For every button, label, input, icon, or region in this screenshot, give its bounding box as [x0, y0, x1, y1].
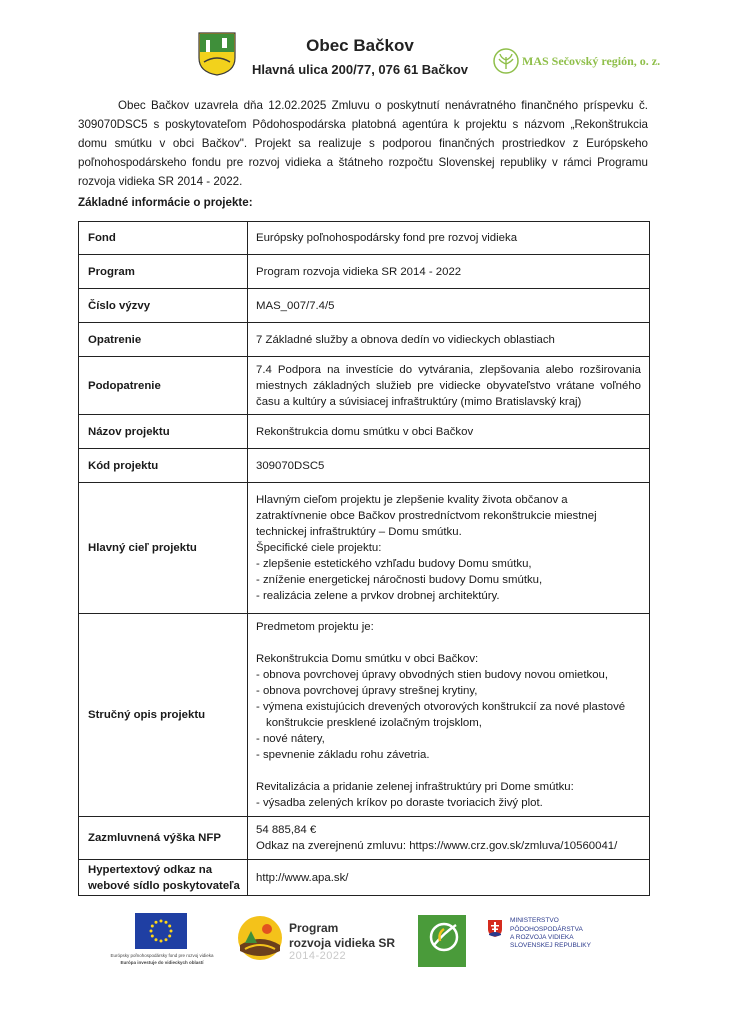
row-label: Fond	[79, 222, 248, 255]
row-value: MAS_007/7.4/5	[248, 289, 650, 323]
village-crest-icon	[198, 32, 236, 76]
row-value	[248, 483, 650, 614]
row-label: Podopatrenie	[79, 357, 248, 415]
list-item: - zníženie energetickej náročnosti budovy Domu smútku,	[256, 574, 543, 586]
table-row-ciel	[79, 483, 650, 614]
list-item: - realizácia zelene a prvkov drobnej architektúry.	[256, 590, 500, 602]
nfp-amount: 54 885,84 €	[256, 824, 317, 836]
contract-link[interactable]: Odkaz na zverejnenú zmluvu: https://www.crz.gov.sk/zmluva/10560041/	[256, 840, 618, 852]
project-info-table	[78, 221, 650, 896]
list-item: - obnova povrchovej úpravy obvodných stien budovy novou omietkou,	[256, 669, 609, 681]
main-goal: Hlavným cieľom projektu je zlepšenie kvality života občanov a zatraktívnenie obce Bačkov prostredníctvom rekonštrukcie miestnej technickej infraštruktúry – Domu smútku.	[256, 494, 597, 538]
section-title: Základné informácie o projekte:	[78, 196, 253, 209]
table-row-program	[79, 255, 650, 289]
table-row-kod	[79, 449, 650, 483]
list-item: - výsadba zelených kríkov po doraste tvoriacich živý plot.	[256, 797, 543, 809]
prv-title-line1: Program	[289, 921, 339, 935]
list-item: - obnova povrchovej úpravy strešnej krytiny,	[256, 685, 478, 697]
footer-logos	[0, 905, 745, 985]
leader-logo-icon	[418, 915, 466, 967]
row-value: 309070DSC5	[248, 449, 650, 483]
mas-name: MAS Sečovský región, o. z.	[522, 54, 661, 68]
provider-website-link[interactable]: http://www.apa.sk/	[248, 860, 650, 896]
prv-period: 2014-2022	[289, 950, 347, 962]
row-value: Program rozvoja vidieka SR 2014 - 2022	[248, 255, 650, 289]
table-row-nazov	[79, 415, 650, 449]
table-row-opis	[79, 614, 650, 817]
row-label: Zazmluvnená výška NFP	[79, 817, 248, 860]
ministry-line: PÔDOHOSPODÁRSTVA	[510, 926, 583, 933]
table-row-opatrenie	[79, 323, 650, 357]
row-value: 7 Základné služby a obnova dedín vo vidieckych oblastiach	[248, 323, 650, 357]
description-intro: Predmetom projektu je:	[256, 621, 374, 633]
letterhead	[0, 0, 745, 90]
slovak-coat-of-arms-icon	[487, 919, 503, 938]
eu-flag-icon	[135, 913, 187, 949]
ministry-line: A ROZVOJA VIDIEKA	[510, 934, 574, 941]
municipality-address: Hlavná ulica 200/77, 076 61 Bačkov	[251, 62, 469, 77]
row-value: 7.4 Podpora na investície do vytvárania, zlepšovania alebo rozširovania miestnych základných služieb pre vidiecke obyvateľstvo vrátane voľného času a kultúry a súvisiacej infraštruktúry (mimo Bratislavský kraj)	[248, 357, 650, 415]
prv-title-line2: rozvoja vidieka SR	[289, 936, 396, 950]
row-value	[248, 614, 650, 817]
table-row-cislo-vyzvy	[79, 289, 650, 323]
row-label: Stručný opis projektu	[79, 614, 248, 817]
row-value: Európsky poľnohospodársky fond pre rozvoj vidieka	[248, 222, 650, 255]
row-label: Hypertextový odkaz na webové sídlo poskytovateľa	[79, 860, 248, 896]
mas-logo-icon	[493, 48, 519, 74]
table-row-hyperlink	[79, 860, 650, 896]
description-subtitle: Rekonštrukcia Domu smútku v obci Bačkov:	[256, 653, 479, 665]
list-item: - výmena existujúcich drevených otvorových konštrukcií za nové plastové	[256, 701, 626, 713]
row-label: Kód projektu	[79, 449, 248, 483]
intro-paragraph: Obec Bačkov uzavrela dňa 12.02.2025 Zmluvu o poskytnutí nenávratného finančného príspevku č. 309070DSC5 s poskytovateľom Pôdohospodárska platobná agentúra k projektu s názvom „Rekonštrukcia domu smútku v obci Bačkov". Projekt sa realizuje s podporou finančných prostriedkov z Európskeho poľnohospodárskeho fondu pre rozvoj vidieka a štátneho rozpočtu Slovenskej republiky v rámci Programu rozvoja vidieka SR 2014 - 2022.	[78, 99, 648, 188]
row-value: Rekonštrukcia domu smútku v obci Bačkov	[248, 415, 650, 449]
row-label: Názov projektu	[79, 415, 248, 449]
row-value	[248, 817, 650, 860]
table-row-fond	[79, 222, 650, 255]
list-item: konštrukcie presklené izolačným trojsklom,	[266, 717, 482, 729]
table-row-nfp	[79, 817, 650, 860]
ministry-line: MINISTERSTVO	[510, 917, 559, 924]
eu-slogan: Európa investuje do vidieckych oblastí	[120, 960, 204, 965]
description-subtitle: Revitalizácia a pridanie zelenej infraštruktúry pri Dome smútku:	[256, 781, 574, 793]
municipality-name: Obec Bačkov	[306, 36, 414, 55]
eu-fund-caption: Európsky poľnohospodársky fond pre rozvoj vidieka	[110, 953, 214, 958]
list-item: - spevnenie základu rohu závetria.	[256, 749, 430, 761]
list-item: - nové nátery,	[256, 733, 325, 745]
row-label: Program	[79, 255, 248, 289]
eu-stars-icon	[135, 913, 187, 949]
row-label: Hlavný cieľ projektu	[79, 483, 248, 614]
ministry-line: SLOVENSKEJ REPUBLIKY	[510, 942, 591, 949]
list-item: - zlepšenie estetického vzhľadu budovy Domu smútku,	[256, 558, 532, 570]
table-row-podopatrenie	[79, 357, 650, 415]
specific-goals-title: Špecifické ciele projektu:	[256, 542, 382, 554]
row-label: Opatrenie	[79, 323, 248, 357]
row-label: Číslo výzvy	[79, 289, 248, 323]
prv-logo-icon	[237, 915, 283, 961]
